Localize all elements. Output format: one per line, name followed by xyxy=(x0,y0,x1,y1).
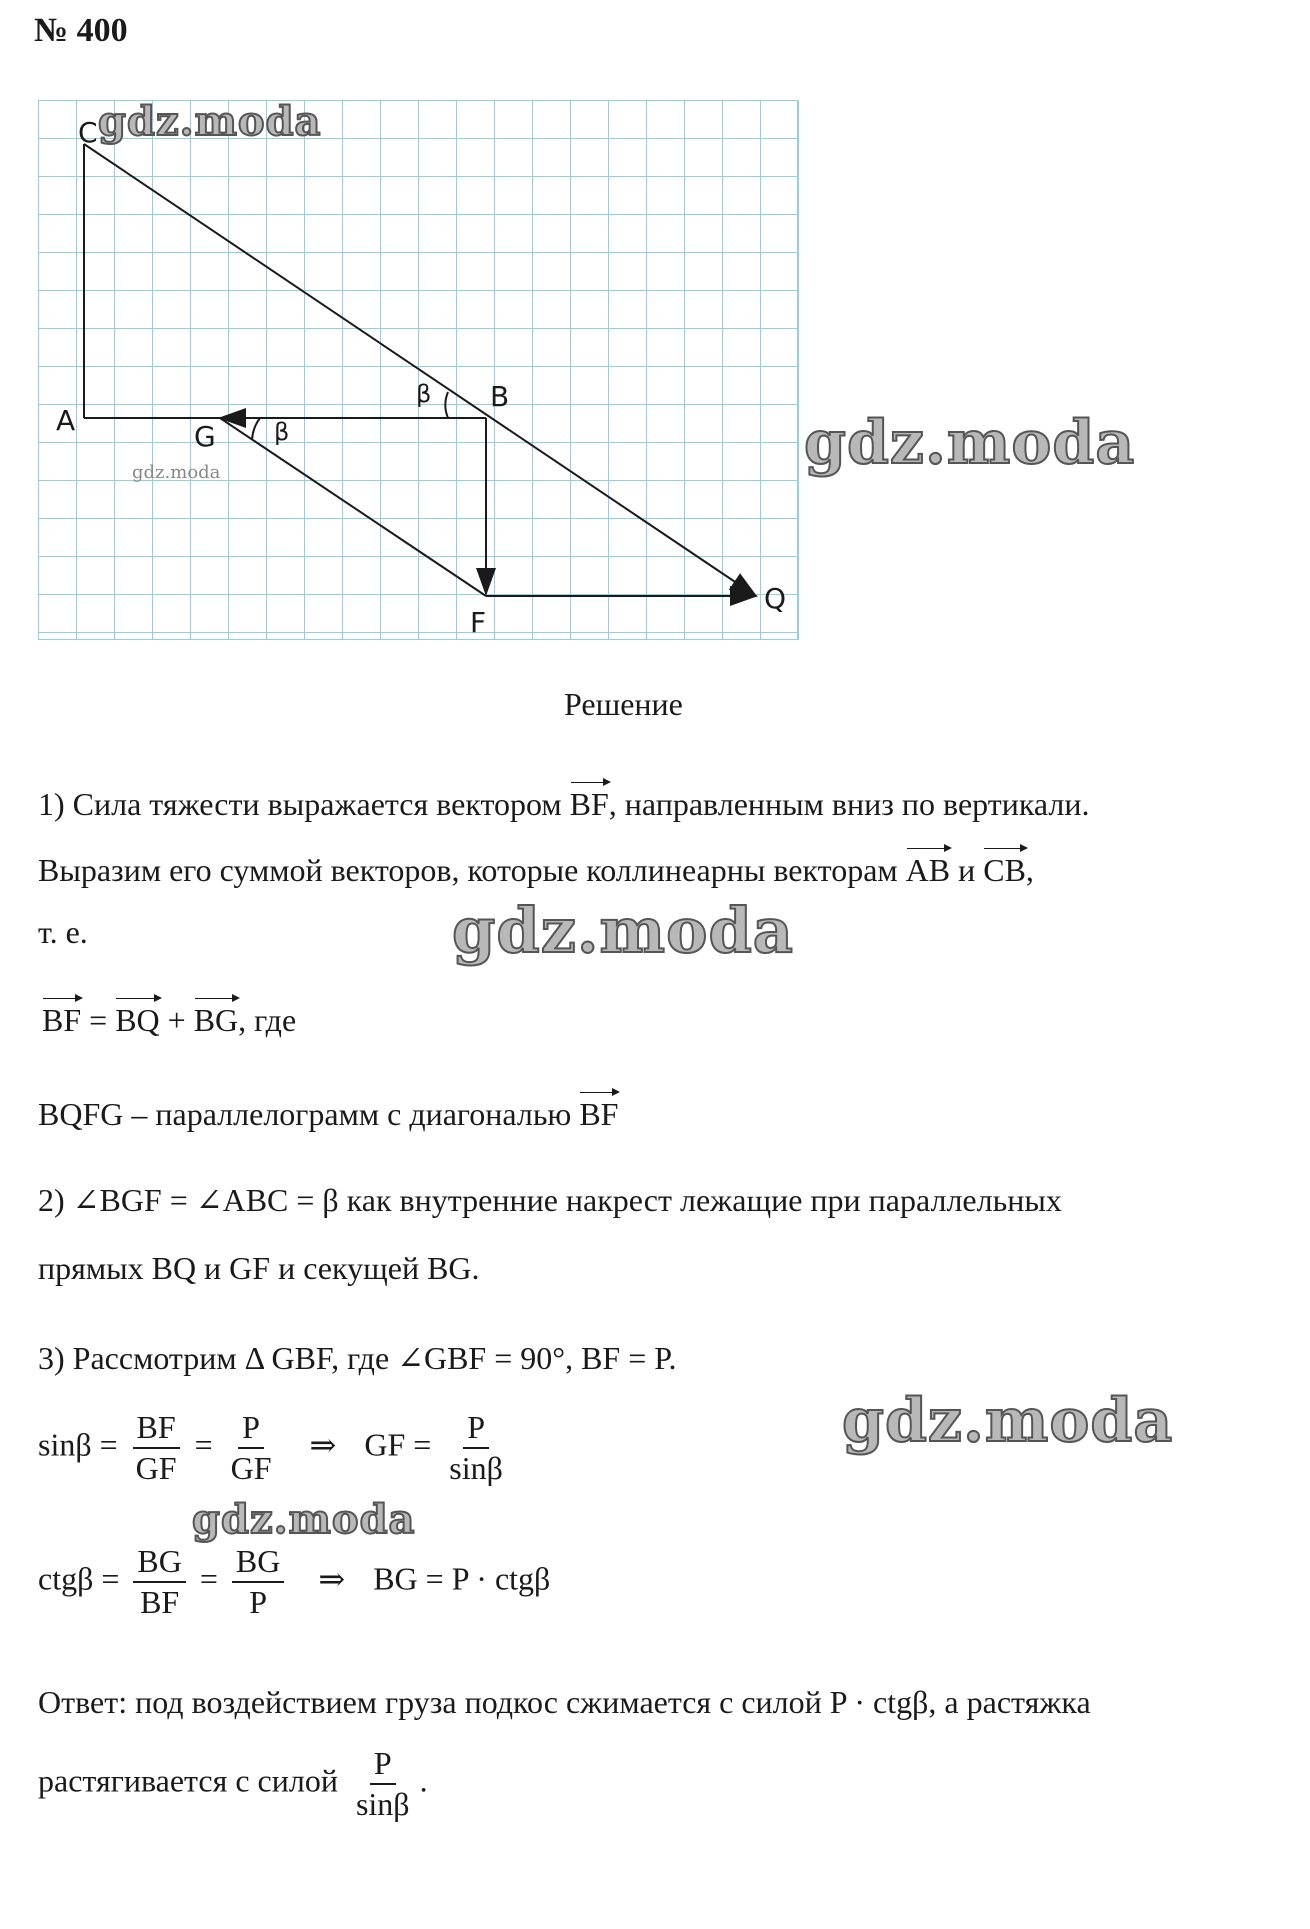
label-f: F xyxy=(470,606,487,639)
watermark-small: gdz.moda xyxy=(132,462,221,483)
diagram-svg xyxy=(38,100,808,640)
vector-bf-symbol: BF xyxy=(570,782,609,823)
ctg-formula: ctgβ = $\frac{BG}{BF}$ = $\frac{BG}{P}$ ⇒ BG = P · ctgβ xyxy=(38,1543,551,1621)
watermark-top: gdz.moda xyxy=(98,98,322,145)
vector-cb-symbol: CB xyxy=(983,848,1026,889)
grid-background xyxy=(38,100,798,640)
watermark-formula: gdz.moda xyxy=(192,1496,416,1543)
step1-line3: т. е. xyxy=(38,914,88,950)
parallelogram-statement: BQFG – параллелограмм с диагональю BF xyxy=(38,1092,618,1133)
step2-line2: прямых BQ и GF и секущей BG. xyxy=(38,1250,480,1286)
label-a: A xyxy=(56,404,76,437)
step1-line2: Выразим его суммой векторов, которые коллинеарны векторам AB и CB, xyxy=(38,848,1034,889)
label-beta-b: β xyxy=(416,380,432,408)
step1-line1: 1) Сила тяжести выражается вектором BF, направленным вниз по вертикали. xyxy=(38,782,1089,823)
watermark-right-lower: gdz.moda xyxy=(842,1386,1174,1456)
label-beta-g: β xyxy=(274,418,290,446)
label-q: Q xyxy=(764,582,787,615)
label-c: C xyxy=(78,116,98,149)
label-g: G xyxy=(194,420,216,453)
force-diagram xyxy=(38,100,808,645)
solution-heading: Решение xyxy=(564,686,683,722)
vector-ab-symbol: AB xyxy=(906,848,950,889)
watermark-right: gdz.moda xyxy=(804,408,1136,478)
sin-formula: sinβ = $\frac{BF}{GF}$ = $\frac{P}{GF}$ ⇒ GF = $\frac{P}{\sin\beta}$ xyxy=(38,1409,503,1487)
watermark-center: gdz.moda xyxy=(452,894,794,967)
label-b: B xyxy=(490,380,510,413)
answer-line2: растягивается с силой $\frac{P}{\sin\beta}$ . xyxy=(38,1745,428,1823)
step3-line: 3) Рассмотрим Δ GBF, где ∠GBF = 90°, BF = P. xyxy=(38,1340,677,1376)
step2-line1: 2) ∠BGF = ∠ABC = β как внутренние накрест лежащие при параллельных xyxy=(38,1182,1062,1218)
answer-line1: Ответ: под воздействием груза подкос сжимается с силой P · ctgβ, а растяжка xyxy=(38,1684,1091,1720)
problem-number: № 400 xyxy=(34,12,128,49)
vector-equation: BF = BQ + BG, где xyxy=(42,998,296,1039)
